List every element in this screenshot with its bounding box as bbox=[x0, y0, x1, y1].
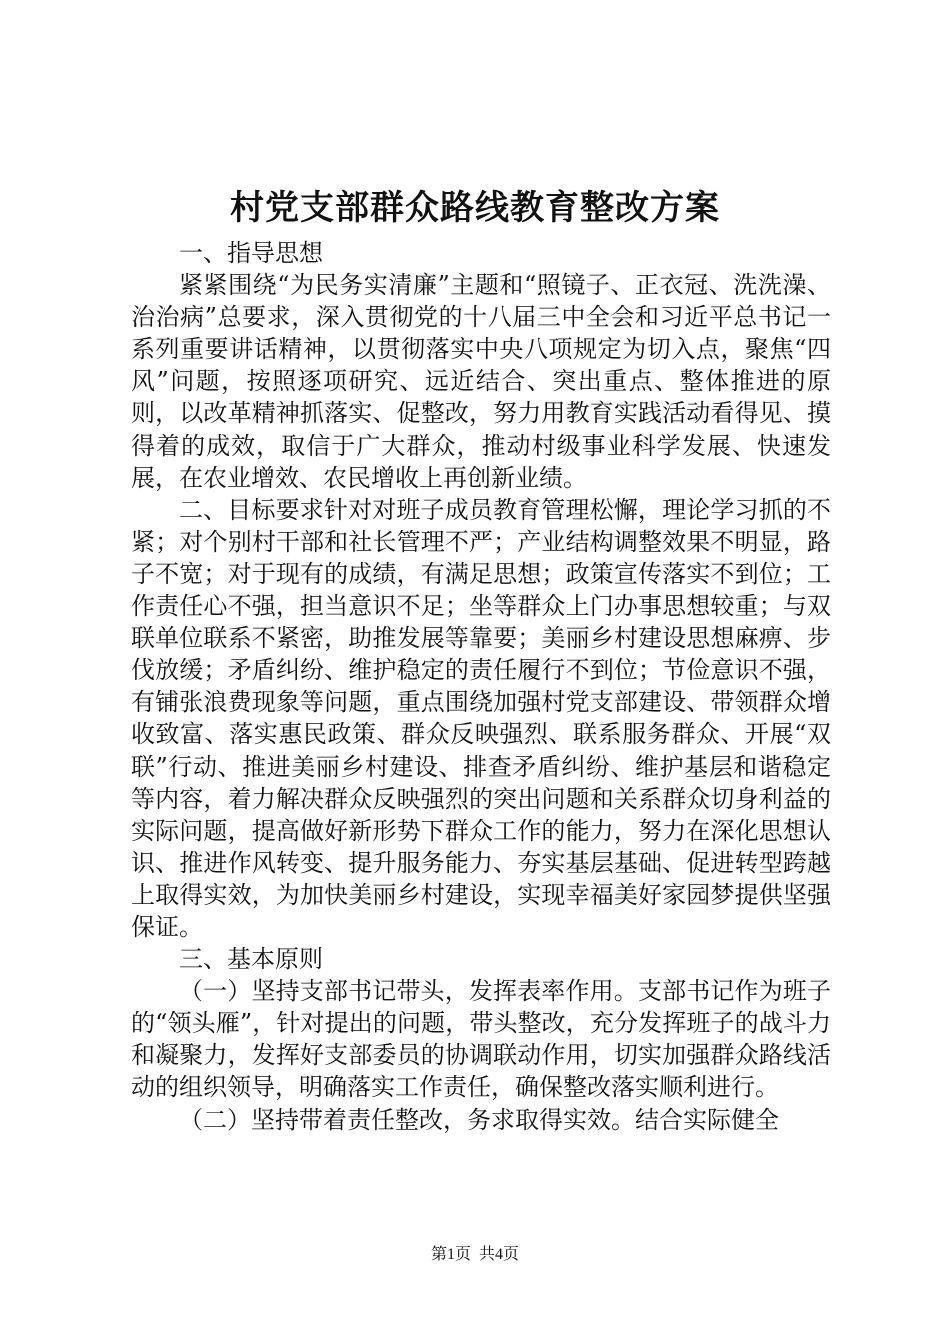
section-heading-principles: 三、基本原则 bbox=[179, 945, 323, 974]
page-number: 第1页 bbox=[430, 1246, 471, 1263]
page-footer bbox=[0, 1244, 950, 1266]
page-total: 共4页 bbox=[479, 1246, 520, 1263]
document-title: 村党支部群众路线教育整改方案 bbox=[230, 188, 720, 228]
paragraph-guiding-thought: 紧紧围绕“为民务实清廉”主题和“照镜子、正衣冠、洗洗澡、治治病”总要求，深入贯彻党的十八届三中全会和习近平总书记一系列重要讲话精神，以贯彻落实中央八项规定为切入点，聚焦“四风”问题，按照逐项研究、远近结合、突出重点、整体推进的原则，以改革精神抓落实、促整改，努力用教育实践活动看得见、摸得着的成效，取信于广大群众，推动村级事业科学发展、快速发展，在农业增效、农民增收上再创新业绩。 bbox=[131, 271, 831, 492]
paragraph-principle-1: （一）坚持支部书记带头，发挥表率作用。支部书记作为班子的“领头雁”，针对提出的问题，带头整改，充分发挥班子的战斗力和凝聚力，发挥好支部委员的协调联动作用，切实加强群众路线活动的组织领导，明确落实工作责任，确保整改落实顺利进行。 bbox=[131, 977, 831, 1102]
section-heading-guiding-thought: 一、指导思想 bbox=[179, 239, 323, 267]
paragraph-objectives: 二、目标要求针对对班子成员教育管理松懈，理论学习抓的不紧；对个别村干部和社长管理不严；产业结构调整效果不明显，路子不宽；对于现有的成绩，有满足思想；政策宣传落实不到位；工作责任心不强，担当意识不足；坐等群众上门办事思想较重；与双联单位联系不紧密，助推发展等靠要；美丽乡村建设思想麻痹、步伐放缓；矛盾纠纷、维护稳定的责任履行不到位；节俭意识不强，有铺张浪费现象等问题，重点围绕加强村党支部建设、带领群众增收致富、落实惠民政策、群众反映强烈、联系服务群众、开展“双联”行动、推进美丽乡村建设、排查矛盾纠纷、维护基层和谐稳定等内容，着力解决群众反映强烈的突出问题和关系群众切身利益的实际问题，提高做好新形势下群众工作的能力，努力在深化思想认识、推进作风转变、提升服务能力、夯实基层基础、促进转型跨越上取得实效，为加快美丽乡村建设，实现幸福美好家园梦提供坚强保证。 bbox=[131, 495, 831, 941]
paragraph-principle-2: （二）坚持带着责任整改，务求取得实效。结合实际健全 bbox=[179, 1105, 779, 1134]
document-body bbox=[131, 237, 831, 1136]
